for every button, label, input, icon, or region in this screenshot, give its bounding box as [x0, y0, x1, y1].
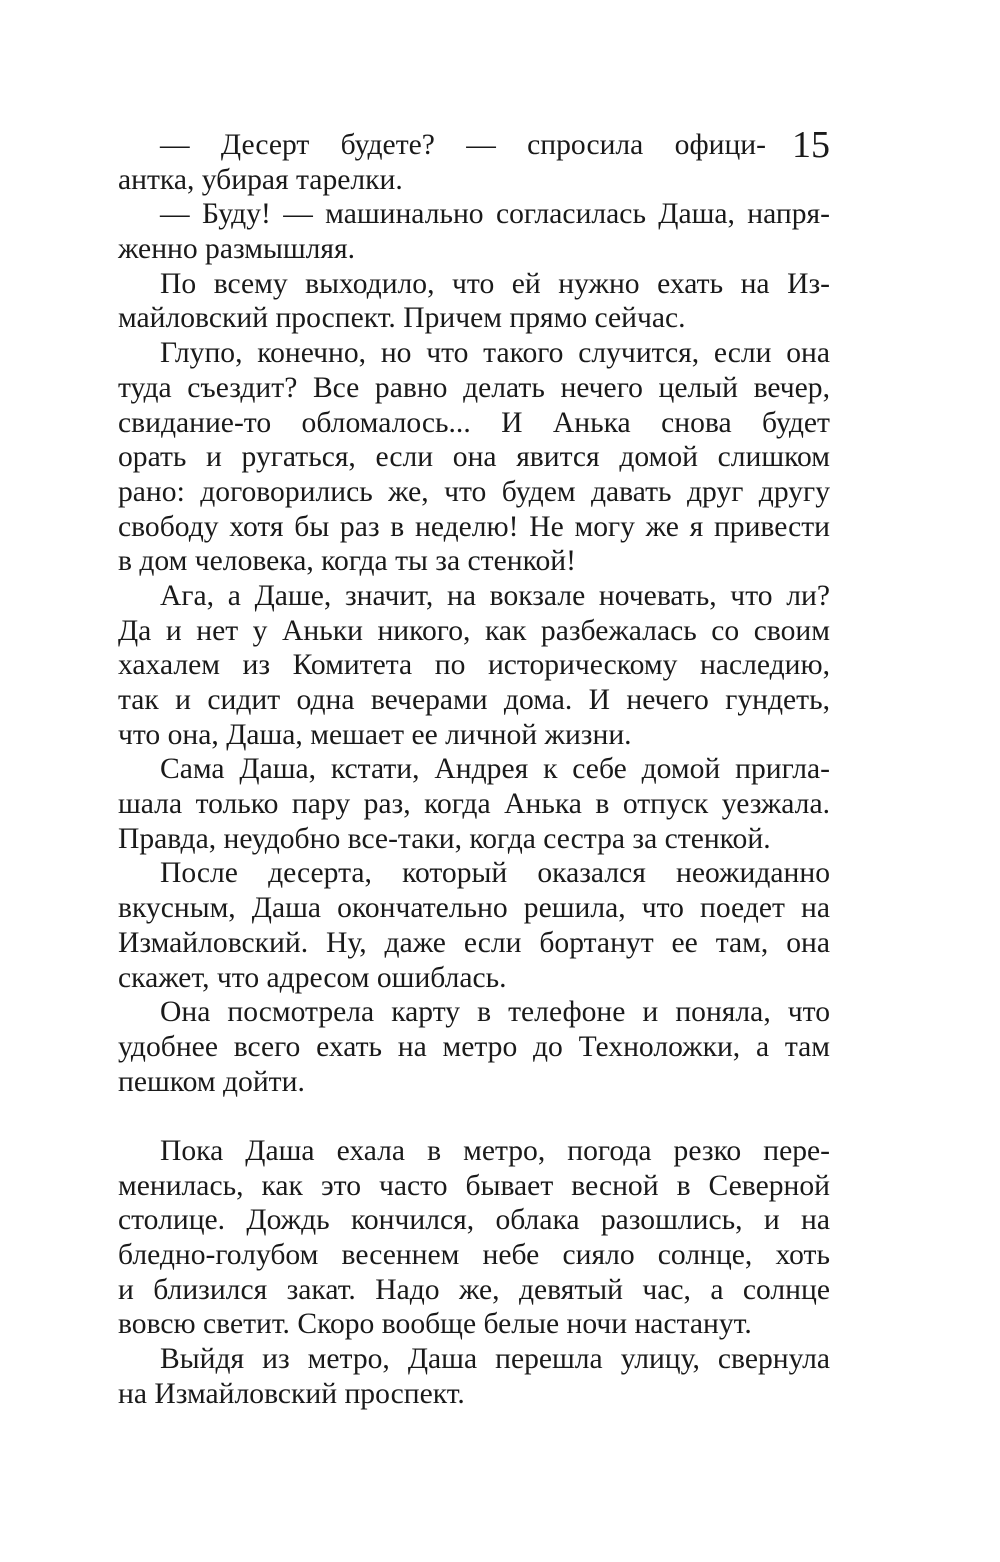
- text-line: Сама Даша, кстати, Андрея к себе домой пригла-: [160, 753, 830, 786]
- text-line: орать и ругаться, если она явится домой слишком: [118, 441, 830, 474]
- text-line: менилась, как это часто бывает весной в Северной: [118, 1169, 830, 1202]
- text-line: туда съездит? Все равно делать нечего целый вечер,: [118, 371, 830, 404]
- text-line: рано: договорились же, что будем давать друг другу: [118, 475, 830, 508]
- text-line: в дом человека, когда ты за стенкой!: [118, 545, 576, 578]
- text-line: Правда, неудобно все-таки, когда сестра за стенкой.: [118, 822, 771, 855]
- text-line: — Десерт будете? — спросила офици-: [160, 129, 766, 161]
- text-line: пешком дойти.: [118, 1065, 305, 1098]
- text-line: и близился закат. Надо же, девятый час, а солнце: [118, 1273, 830, 1306]
- text-line: вовсю светит. Скоро вообще белые ночи настанут.: [118, 1308, 752, 1341]
- body-text: [118, 124, 830, 1411]
- text-line: женно размышляя.: [118, 233, 356, 266]
- text-line: Ага, а Даше, значит, на вокзале ночевать, что ли?: [160, 579, 830, 612]
- text-line: — Буду! — машинально согласилась Даша, напря-: [160, 198, 830, 231]
- text-line: После десерта, который оказался неожиданно: [160, 857, 830, 890]
- text-line: Измайловский. Ну, даже если бортанут ее там, она: [118, 926, 830, 959]
- text-line: свидание-то обломалось... И Анька снова будет: [118, 406, 830, 439]
- text-line: скажет, что адресом ошиблась.: [118, 961, 507, 994]
- text-line: хахалем из Комитета по историческому наследию,: [118, 649, 830, 682]
- text-line: вкусным, Даша окончательно решила, что поедет на: [118, 892, 830, 925]
- section-break: [118, 1099, 830, 1134]
- text-line: что она, Даша, мешает ее личной жизни.: [118, 718, 632, 751]
- text-line: бледно-голубом весеннем небе сияло солнце, хоть: [118, 1239, 830, 1271]
- text-line: Она посмотрела карту в телефоне и поняла, что: [160, 996, 830, 1029]
- text-line: Да и нет у Аньки никого, как разбежалась со своим: [118, 614, 830, 647]
- text-line: удобнее всего ехать на метро до Техноложки, а там: [118, 1030, 830, 1063]
- text-line: шала только пару раз, когда Анька в отпуск уезжала.: [118, 788, 830, 821]
- text-line: так и сидит одна вечерами дома. И нечего гундеть,: [118, 684, 830, 716]
- text-line: на Измайловский проспект.: [118, 1377, 465, 1410]
- text-line: Глупо, конечно, но что такого случится, если она: [160, 337, 830, 370]
- text-line: майловский проспект. Причем прямо сейчас.: [118, 302, 686, 335]
- text-line: столице. Дождь кончился, облака разошлись, и на: [118, 1204, 830, 1237]
- text-line: антка, убирая тарелки.: [118, 163, 403, 196]
- text-line: свободу хотя бы раз в неделю! Не могу же я привести: [118, 510, 830, 543]
- text-line: По всему выходило, что ей нужно ехать на Из-: [160, 267, 830, 300]
- text-line: Пока Даша ехала в метро, погода резко пере-: [160, 1134, 830, 1167]
- text-line: Выйдя из метро, Даша перешла улицу, свернула: [160, 1343, 830, 1376]
- page-number: 15: [792, 124, 830, 166]
